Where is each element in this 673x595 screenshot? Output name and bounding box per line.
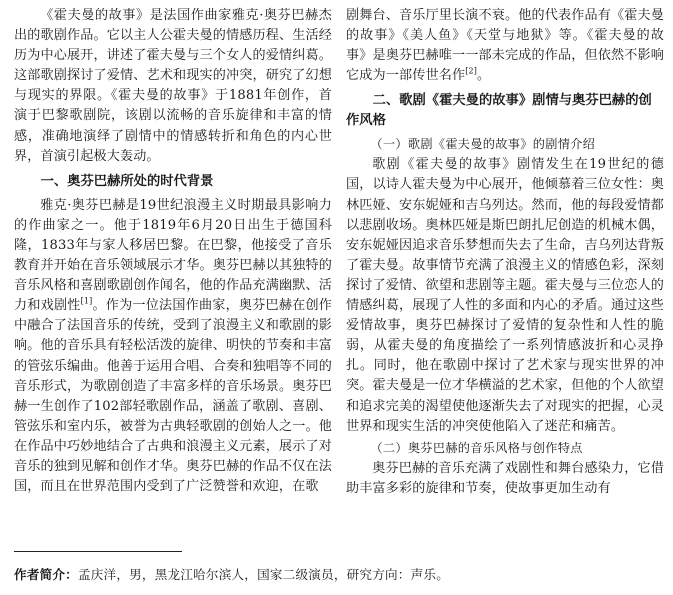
section2-heading: 二、歌剧《霍夫曼的故事》剧情与奥芬巴赫的创作风格 <box>346 93 652 129</box>
citation-ref-1: [1] <box>80 296 93 306</box>
citation-ref-2: [2] <box>465 66 477 76</box>
section1-text-a: 雅克·奥芬巴赫是19世纪浪漫主义时期最具影响力的作曲家之一。他于1819年6月20日出生于德国科隆，1833年与家人移居巴黎。在巴黎，他接受了音乐教育并开始在音乐领域展示才华。奥芬巴赫以其独特的音乐风格和喜剧歌剧创作闻名，他的作品充满幽默、活力和戏剧性 <box>14 197 332 314</box>
section1-paragraph <box>14 196 332 497</box>
footnote-divider <box>14 551 182 552</box>
subsection2-heading: （二）奥芬巴赫的音乐风格与创作特点 <box>370 440 583 455</box>
right-column <box>346 6 664 499</box>
continuation-text-b: 。 <box>477 68 491 84</box>
subsection2-paragraph: 奥芬巴赫的音乐充满了戏剧性和舞台感染力，它借助丰富多彩的旋律和节奏，使故事更加生动有 <box>346 460 664 496</box>
author-bio <box>14 566 449 584</box>
intro-paragraph: 《霍夫曼的故事》是法国作曲家雅克·奥芬巴赫杰出的歌剧作品。它以主人公霍夫曼的情感历程、生活经历为中心展开，讲述了霍夫曼与三个女人的爱情纠葛。这部歌剧探讨了爱情、艺术和现实的冲突，研究了幻想与现实的界限。《霍夫曼的故事》于1881年创作，首演于巴黎歌剧院，该剧以流畅的音乐旋律和丰富的情感，准确地演绎了剧情中的情感转折和角色的内心世界，首演引起极大轰动。 <box>14 8 332 164</box>
continuation-text-a: 剧舞台、音乐厅里长演不衰。他的代表作品有《霍夫曼的故事》《美人鱼》《天堂与地狱》等。《霍夫曼的故事》是奥芬巴赫唯一一部未完成的作品，但依然不影响它成为一部传世名作 <box>346 8 664 84</box>
author-bio-text: 孟庆洋，男，黑龙江哈尔滨人，国家二级演员，研究方向：声乐。 <box>77 567 449 582</box>
section1-heading: 一、奥芬巴赫所处的时代背景 <box>40 173 214 189</box>
continuation-paragraph <box>346 6 664 86</box>
author-bio-label: 作者简介： <box>14 567 78 582</box>
subsection1-heading: （一）歌剧《霍夫曼的故事》的剧情介绍 <box>370 137 596 152</box>
subsection1-paragraph: 歌剧《霍夫曼的故事》剧情发生在19世纪的德国，以诗人霍夫曼为中心展开，他倾慕着三位女性：奥林匹娅、安东妮娅和吉乌列达。然而，他的每段爱情都以悲剧收场。奥林匹娅是斯巴朗扎尼创造的机械木偶，安东妮娅因追求音乐梦想而失去了生命，吉乌列达背叛了霍夫曼。故事情节充满了浪漫主义的情感色彩，深刻探讨了爱情、欲望和悲剧等主题。霍夫曼与三位恋人的情感纠葛，展现了人性的多面和内心的矛盾。通过这些爱情故事，奥芬巴赫探讨了爱情的复杂性和人性的脆弱，从霍夫曼的角度描绘了一系列情感波折和心灵挣扎。同时，他在歌剧中探讨了艺术家与现实世界的冲突。霍夫曼是一位才华横溢的艺术家，但他的个人欲望和追求完美的渴望使他逐渐失去了对现实的把握，心灵世界和现实生活的冲突使他陷入了迷茫和痛苦。 <box>346 157 664 434</box>
left-column <box>14 6 332 497</box>
section1-text-b: 。作为一位法国作曲家，奥芬巴赫在创作中融合了法国音乐的传统，受到了浪漫主义和歌剧的影响。他的音乐具有轻松活泼的旋律、明快的节奏和丰富的管弦乐编曲。他善于运用合唱、合奏和独唱等不同的音乐形式，为歌剧创造了丰富多样的音乐场景。奥芬巴赫一生创作了102部轻歌剧作品，涵盖了歌剧、喜剧、管弦乐和室内乐，被誉为古典轻歌剧的创始人之一。他在作品中巧妙地结合了古典和浪漫主义元素，展示了对音乐的独到见解和创作才华。奥芬巴赫的作品不仅在法国，而且在世界范围内受到了广泛赞誉和欢迎，在歌 <box>14 298 333 495</box>
